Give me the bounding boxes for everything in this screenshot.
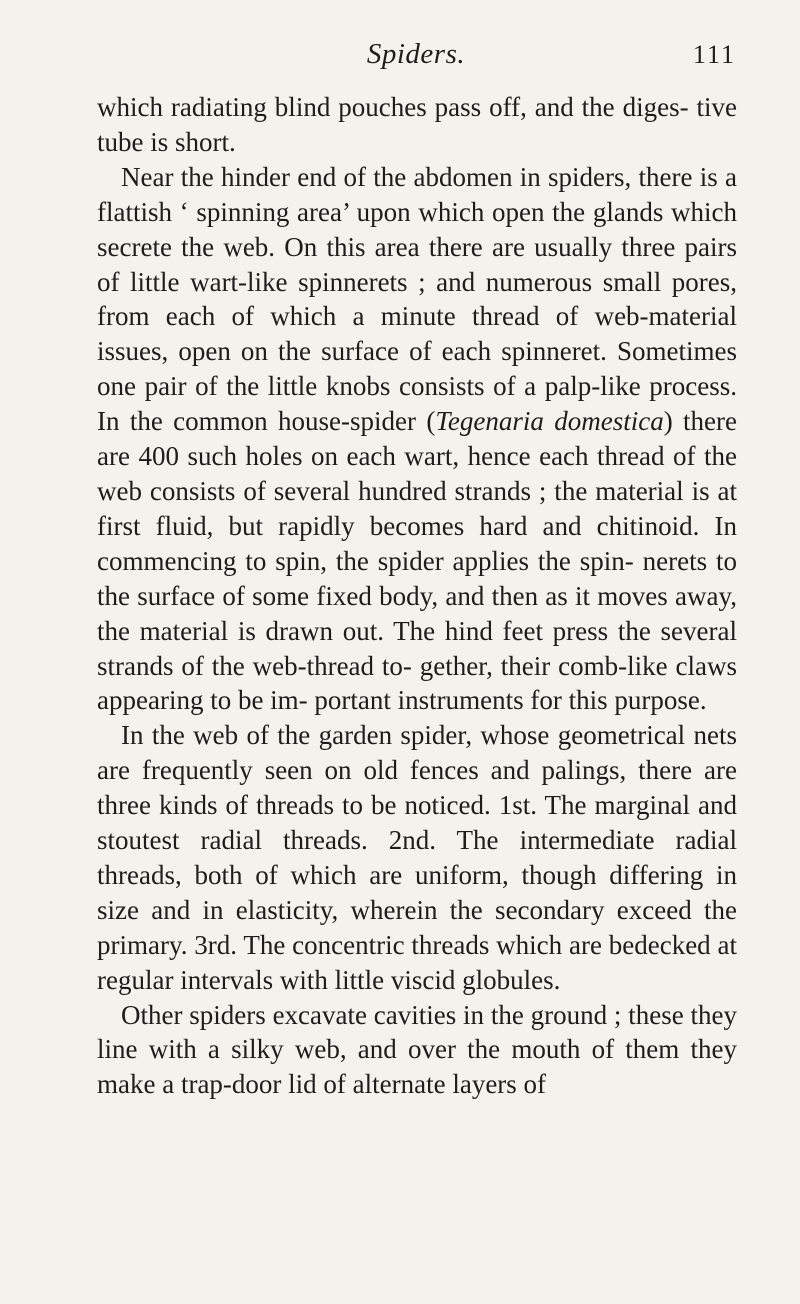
running-head xyxy=(96,38,736,78)
paragraph-spinning-area xyxy=(97,160,737,719)
running-title: Spiders. xyxy=(366,38,466,70)
paragraph-text: Near the hinder end of the abdomen in spiders, there is a flattish ‘ spinning area’ upon which open the glands which secrete the web. On this area there are usually three pairs of little wart-like spinnerets ; and numerous small pores, from each of which a minute thread of web-material issues, open on the surface of each spinneret. Sometimes one pair of the little knobs consists of a palp-like process. In the common house-spider ( xyxy=(97,161,737,437)
paragraph-text: ) there are 400 such holes on each wart, hence each thread of the web consists of several hundred strands ; the material is at first fluid, but rapidly becomes hard and chitinoid. In commencing to spin, the spider applies the spin- nerets to the surface of some fixed body, and then as it moves away, the material is drawn out. The hind feet press the several strands of the web-thread to- gether, their comb-like claws appearing to be im- portant instruments for this purpose. xyxy=(97,406,738,716)
body-text xyxy=(97,90,737,1102)
paragraph-continuation: which radiating blind pouches pass off, and the diges- tive tube is short. xyxy=(97,92,737,157)
paragraph-garden-spider: In the web of the garden spider, whose geometrical nets are frequently seen on old fences and palings, there are three kinds of threads to be noticed. 1st. The marginal and stoutest radial threads. 2nd. The intermediate radial threads, both of which are uniform, though differing in size and in elasticity, wherein the secondary exceed the primary. 3rd. The concentric threads which are bedecked at regular intervals with little viscid globules. xyxy=(97,720,737,995)
page-number: 111 xyxy=(692,40,736,69)
species-name: Tegenaria domestica xyxy=(435,406,664,437)
paragraph-trap-door: Other spiders excavate cavities in the ground ; these they line with a silky web, and over the mouth of them they make a trap-door lid of alternate layers of xyxy=(97,999,737,1100)
